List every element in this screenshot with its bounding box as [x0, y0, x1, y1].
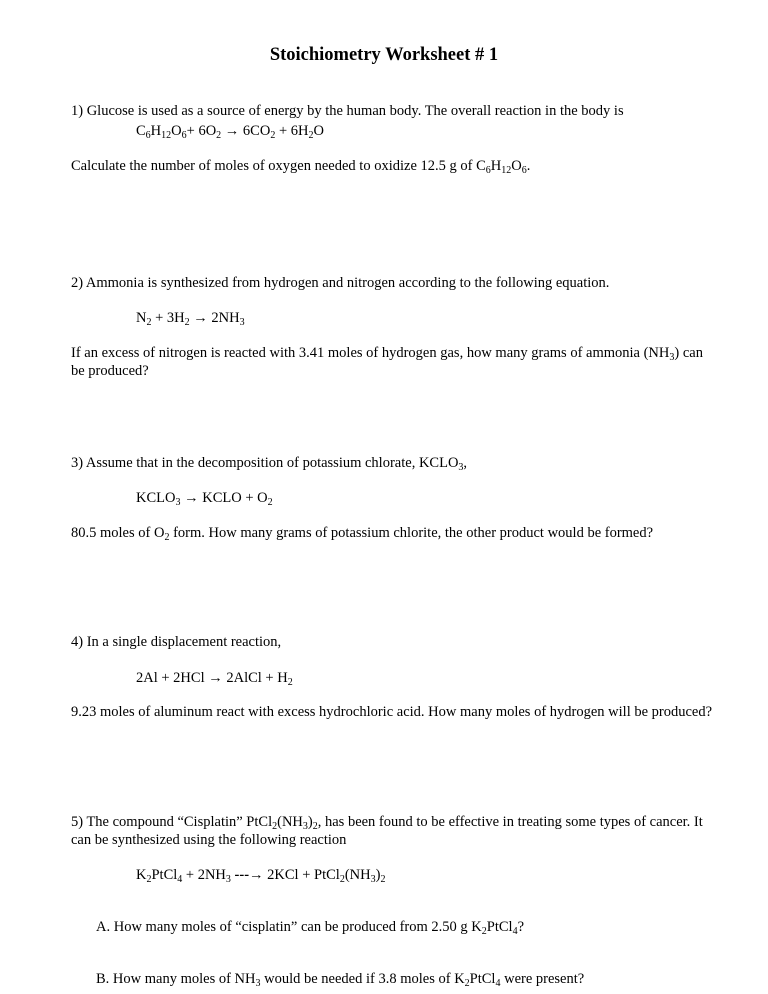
subscript: 6	[181, 130, 187, 141]
subscript: 2	[270, 130, 276, 141]
text-run: 3) Assume that in the decomposition of potassium chlorate, KCLO	[71, 455, 459, 471]
text-run: 5) The compound “Cisplatin” PtCl	[71, 814, 273, 830]
subscript: 12	[501, 165, 512, 176]
subscript: 2	[184, 317, 190, 328]
text-run: )	[307, 814, 313, 830]
subscript: 3	[255, 978, 261, 989]
question-3-prompt	[71, 524, 653, 542]
text-run: 2AlCl + H	[226, 670, 288, 686]
subscript: 2	[146, 317, 152, 328]
question-3-equation	[136, 489, 273, 507]
subscript: 2	[146, 874, 152, 885]
text-run: PtCl	[486, 919, 513, 935]
subscript: 2	[287, 677, 293, 688]
text-run: H	[150, 123, 162, 139]
subscript: 2	[164, 532, 170, 543]
text-run: 2KCl + PtCl	[267, 867, 340, 883]
subscript: 2	[380, 874, 386, 885]
question-5-text-cont: can be synthesized using the following reaction	[71, 832, 347, 848]
arrow-icon: →	[189, 310, 212, 326]
arrow-icon: →	[221, 123, 243, 139]
text-run: + 3H	[151, 310, 185, 326]
question-2-prompt-cont: be produced?	[71, 363, 149, 379]
text-run: O	[313, 123, 324, 139]
subscript: 12	[161, 130, 172, 141]
text-run: (NH	[344, 867, 371, 883]
text-run: O	[511, 158, 522, 174]
arrow-icon: ---→	[230, 867, 268, 883]
arrow-icon: →	[180, 490, 203, 506]
subscript: 2	[267, 497, 273, 508]
subscript: 6	[485, 165, 491, 176]
subscript: 3	[225, 874, 231, 885]
subscript: 6	[521, 165, 527, 176]
text-run: K	[136, 867, 147, 883]
text-run: + 2NH	[182, 867, 226, 883]
text-run: )	[375, 867, 381, 883]
text-run: (NH	[277, 814, 303, 830]
text-run: + 6H	[275, 123, 309, 139]
arrow-icon: →	[208, 670, 227, 686]
question-4-text: 4) In a single displacement reaction,	[71, 634, 282, 650]
text-run: PtCl	[151, 867, 178, 883]
text-run: were present?	[500, 971, 585, 987]
question-4-prompt: 9.23 moles of aluminum react with excess hydrochloric acid. How many moles of hydrogen will be produced?	[71, 704, 713, 720]
text-run: PtCl	[469, 971, 496, 987]
text-run: 6CO	[242, 123, 271, 139]
subscript: 3	[370, 874, 376, 885]
text-run: A. How many moles of “cisplatin” can be produced from 2.50 g K	[96, 919, 482, 935]
question-2-text: 2) Ammonia is synthesized from hydrogen and nitrogen according to the following equation.	[71, 275, 610, 291]
text-run: ) can	[674, 345, 703, 361]
subscript: 2	[308, 130, 314, 141]
question-2-prompt	[71, 344, 703, 362]
subscript: 3	[175, 497, 181, 508]
question-5-equation	[136, 866, 385, 884]
question-1-text: 1) Glucose is used as a source of energy by the human body. The overall reaction in the body is	[71, 103, 624, 119]
subscript: 2	[216, 130, 222, 141]
question-4-equation	[136, 669, 293, 687]
text-run: 2NH	[211, 310, 240, 326]
text-run: .	[526, 158, 531, 174]
subscript: 4	[495, 978, 501, 989]
text-run: C	[136, 123, 146, 139]
text-run: N	[136, 310, 147, 326]
subscript: 3	[669, 352, 675, 363]
subscript: 2	[312, 821, 318, 832]
text-run: 2Al + 2HCl	[136, 670, 209, 686]
text-run: , has been found to be effective in treating some types of cancer. It	[317, 814, 703, 830]
subscript: 6	[145, 130, 151, 141]
text-run: KCLO	[136, 490, 176, 506]
subscript: 2	[464, 978, 470, 989]
text-run: 80.5 moles of O	[71, 525, 165, 541]
text-run: O	[171, 123, 182, 139]
subscript: 4	[512, 926, 518, 937]
text-run: KCLO + O	[202, 490, 268, 506]
text-run: + 6O	[186, 123, 217, 139]
subscript: 2	[272, 821, 278, 832]
text-run: If an excess of nitrogen is reacted with 3.41 moles of hydrogen gas, how many grams of ammonia (NH	[71, 345, 670, 361]
question-1-equation	[136, 122, 324, 140]
text-run: Calculate the number of moles of oxygen needed to oxidize 12.5 g of C	[71, 158, 486, 174]
text-run: H	[490, 158, 502, 174]
page-title: Stoichiometry Worksheet # 1	[269, 45, 499, 65]
subscript: 2	[481, 926, 487, 937]
text-run: would be needed if 3.8 moles of K	[260, 971, 465, 987]
text-run: ,	[463, 455, 468, 471]
question-5-part-a	[96, 918, 524, 936]
subscript: 3	[239, 317, 245, 328]
text-run: form. How many grams of potassium chlorite, the other product would be formed?	[169, 525, 654, 541]
subscript: 3	[458, 462, 464, 473]
subscript: 3	[302, 821, 308, 832]
text-run: B. How many moles of NH	[96, 971, 256, 987]
question-3-text	[71, 454, 467, 472]
subscript: 4	[177, 874, 183, 885]
question-2-equation	[136, 309, 245, 327]
question-5-text	[71, 813, 703, 831]
question-1-prompt	[71, 157, 530, 175]
text-run: ?	[517, 919, 524, 935]
question-5-part-b	[96, 970, 584, 988]
subscript: 2	[339, 874, 345, 885]
